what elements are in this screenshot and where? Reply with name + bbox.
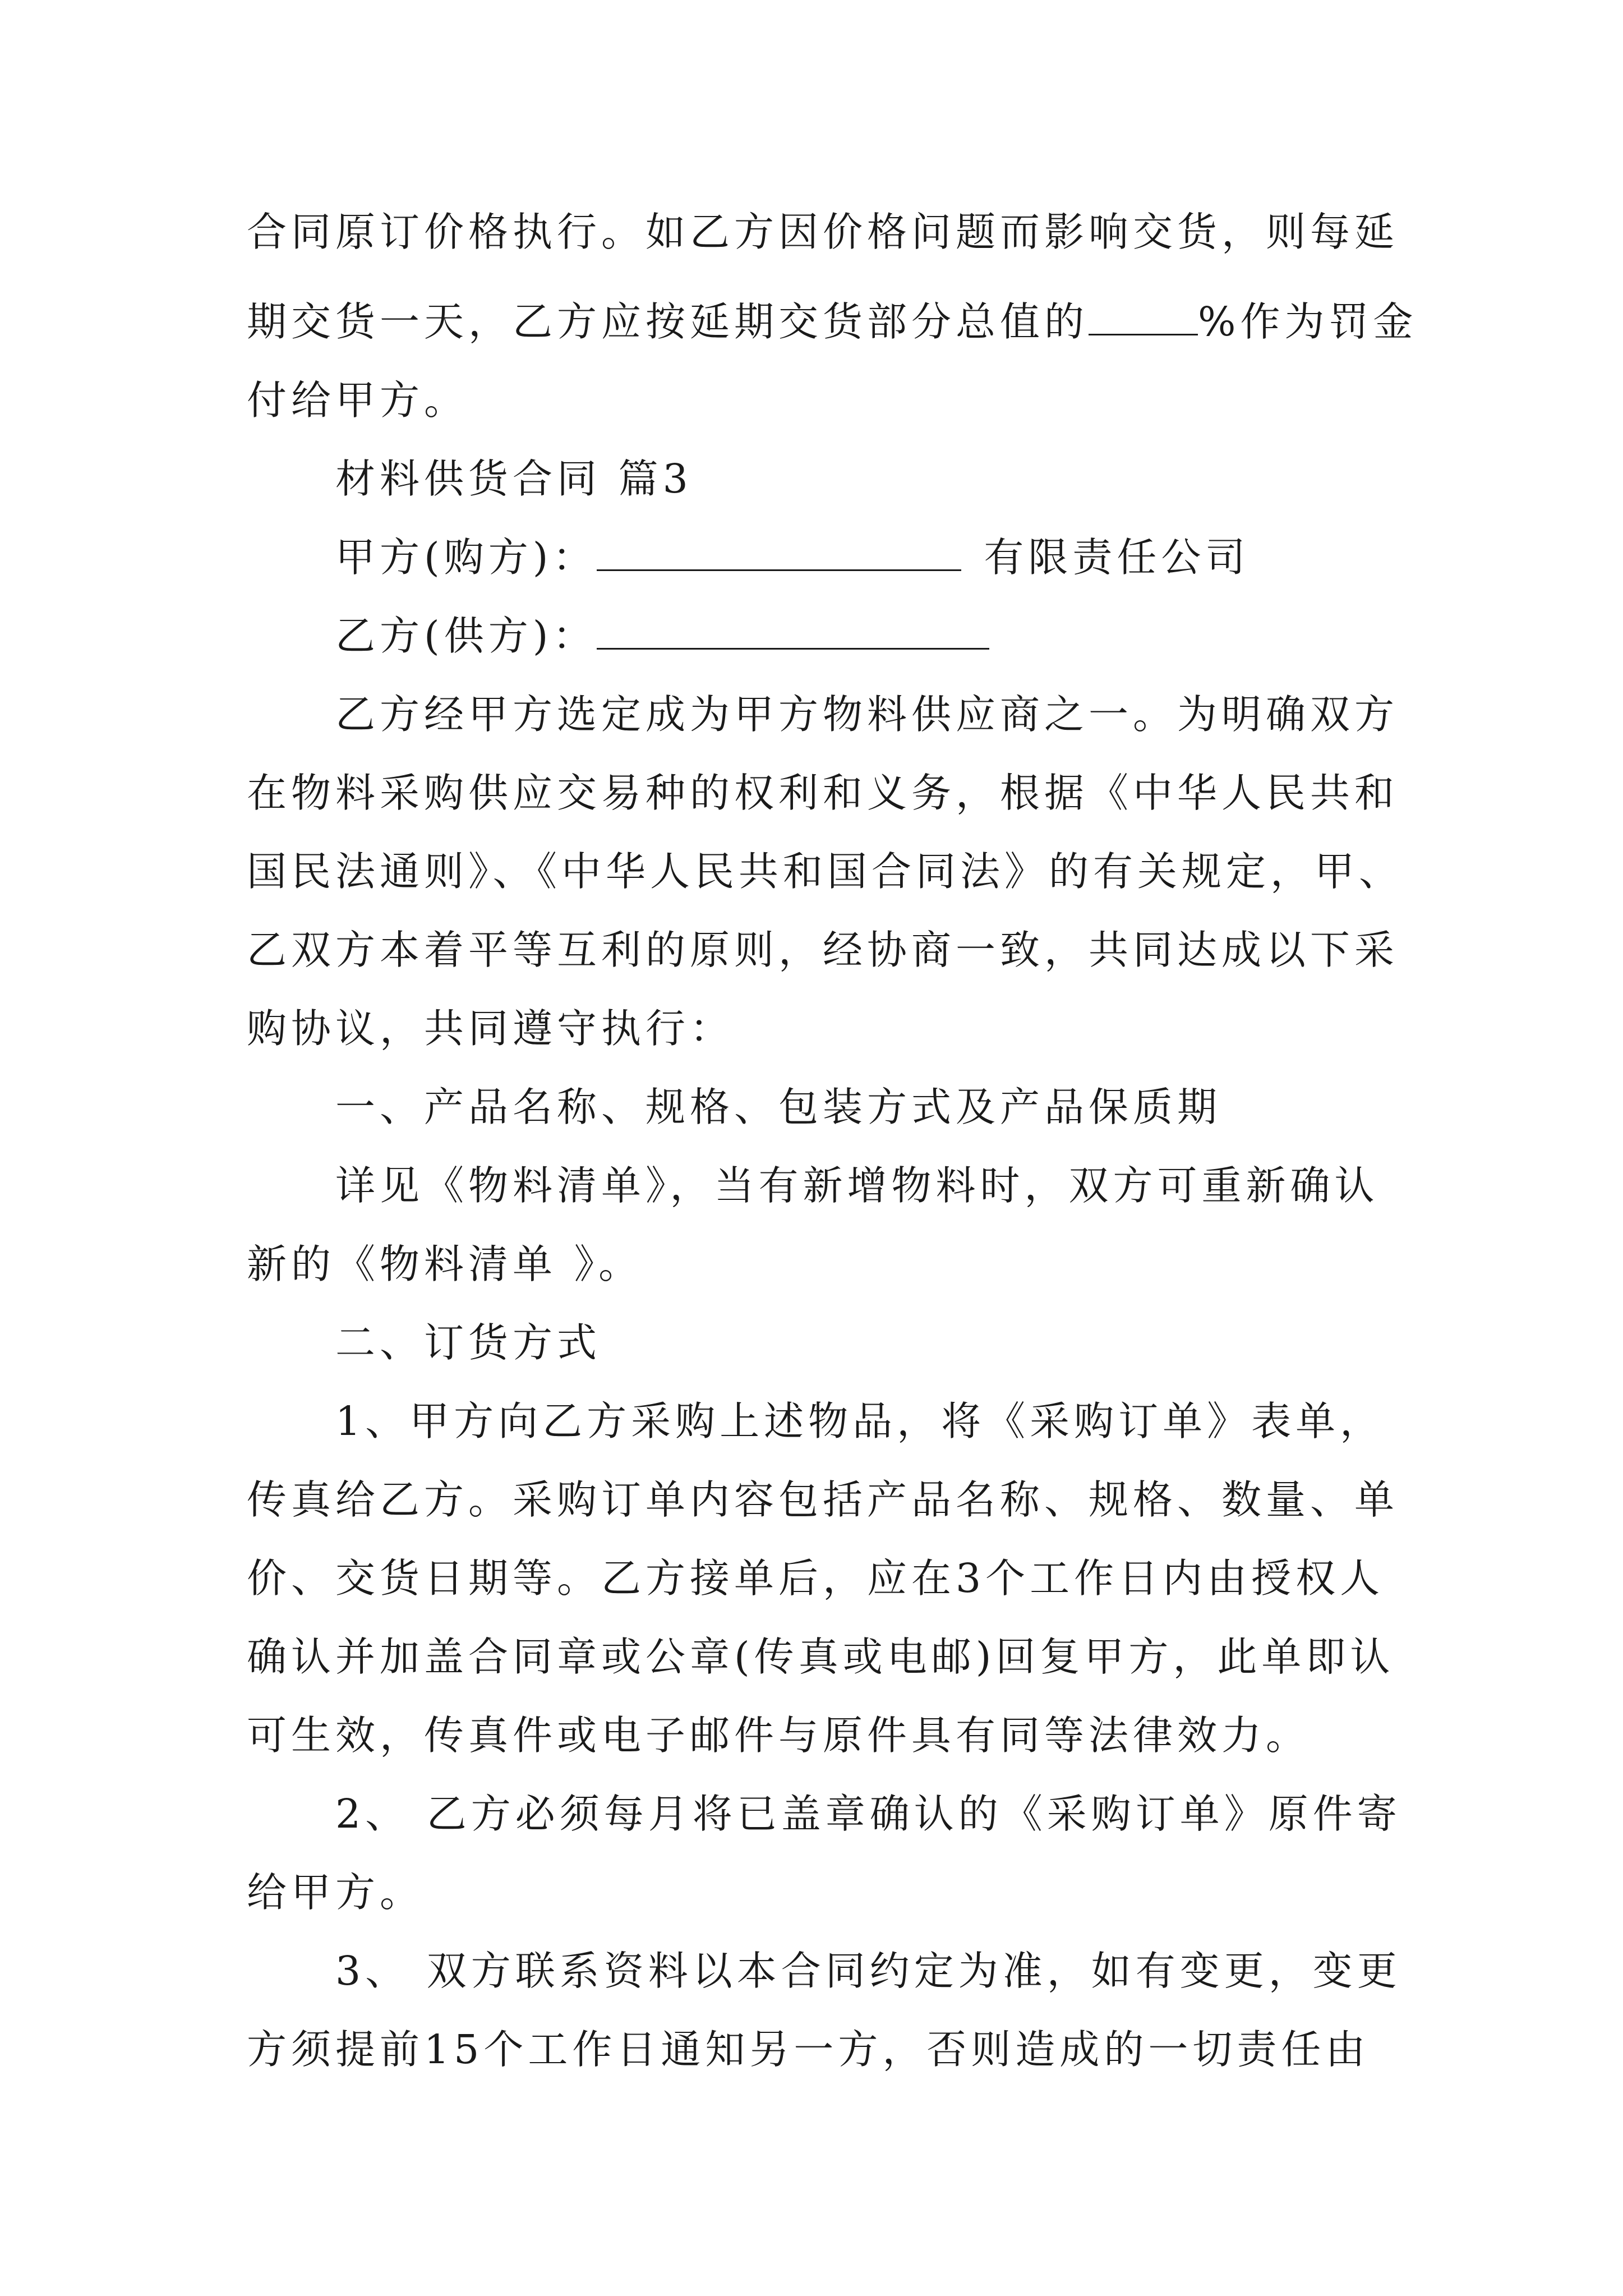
party-b-label: 乙方(供方)： (335, 613, 597, 659)
paragraph-line: 在物料采购供应交易种的权利和义务，根据《中华人民共和 (247, 770, 1399, 816)
blank-line (1089, 300, 1198, 335)
paragraph-line: 1、甲方向乙方采购上述物品，将《采购订单》表单， (335, 1398, 1385, 1444)
party-a-blank (597, 536, 961, 571)
paragraph-line: 可生效，传真件或电子邮件与原件具有同等法律效力。 (247, 1712, 1311, 1759)
paragraph-line: 合同原订价格执行。如乙方因价格问题而影响交货，则每延 (247, 209, 1399, 255)
paragraph-line: 方须提前15个工作日通知另一方，否则造成的一切责任由 (247, 2026, 1370, 2073)
party-b-line (335, 604, 989, 661)
paragraph-line: 乙方经甲方选定成为甲方物料供应商之一。为明确双方 (335, 691, 1399, 738)
paragraph-line: 价、交货日期等。乙方接单后，应在3个工作日内由授权人 (247, 1555, 1385, 1602)
paragraph-line: 详见《物料清单》，当有新增物料时，双方可重新确认 (335, 1162, 1379, 1209)
paragraph-line: 传真给乙方。采购订单内容包括产品名称、规格、数量、单 (247, 1476, 1399, 1523)
party-a-label: 甲方(购方)： (335, 534, 597, 581)
party-a-suffix: 有限责任公司 (984, 534, 1250, 581)
paragraph-line: 乙双方本着平等互利的原则，经协商一致，共同达成以下采 (247, 927, 1399, 973)
paragraph-line: 确认并加盖合同章或公章(传真或电邮)回复甲方，此单即认 (247, 1634, 1395, 1680)
paragraph-line: 2、 乙方必须每月将已盖章确认的《采购订单》原件寄 (335, 1791, 1401, 1837)
section-heading: 一、产品名称、规格、包装方式及产品保质期 (335, 1084, 1222, 1130)
line-text: 期交货一天，乙方应按延期交货部分总值的 (247, 298, 1089, 345)
paragraph-line (247, 290, 1417, 347)
paragraph-line: 付给甲方。 (247, 377, 469, 424)
paragraph-line: 给甲方。 (247, 1869, 425, 1916)
paragraph-line: 3、 双方联系资料以本合同约定为准，如有变更，变更 (335, 1948, 1401, 1994)
section-heading: 二、订货方式 (335, 1319, 602, 1366)
line-text: %作为罚金 (1198, 298, 1418, 345)
party-a-line (335, 526, 1249, 583)
party-b-blank (597, 614, 989, 650)
paragraph-line: 购协议，共同遵守执行： (247, 1005, 735, 1052)
paragraph-line: 国民法通则》、《中华人民共和国合同法》的有关规定，甲、 (247, 848, 1404, 895)
section-title: 材料供货合同 篇3 (335, 455, 693, 502)
paragraph-line: 新的《物料清单 》。 (247, 1241, 643, 1287)
